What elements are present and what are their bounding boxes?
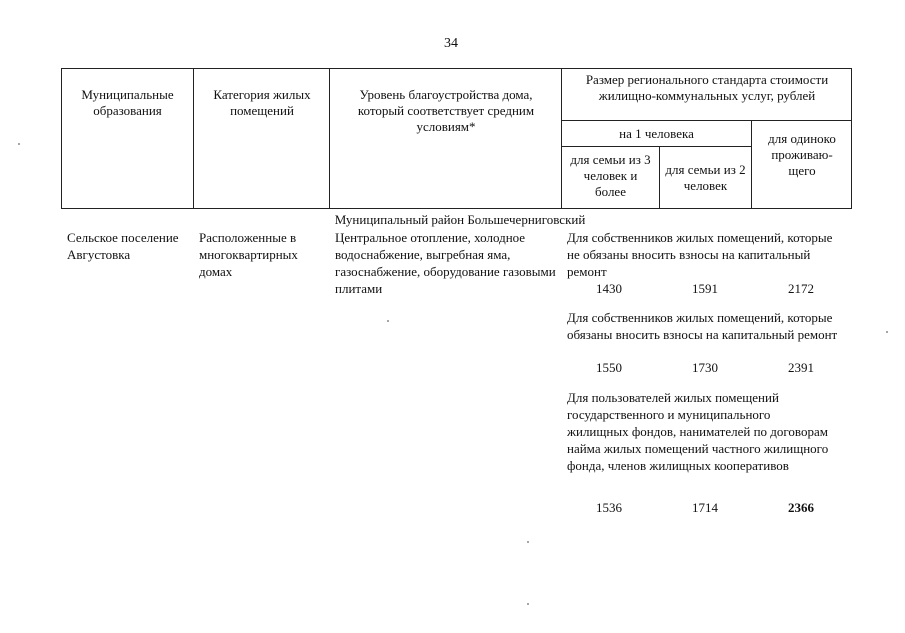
value-single: 2172 <box>788 281 814 296</box>
value-family3: 1550 <box>596 360 622 375</box>
scan-speck <box>18 143 20 145</box>
divider <box>561 120 852 121</box>
divider <box>659 146 660 209</box>
row-municipal: Сельское поселение Августовка <box>67 230 179 262</box>
value-family2: 1591 <box>692 281 718 296</box>
group-label: Для собственников жилых помещений, которые не обязаны вносить взносы на капитальный ремонт <box>567 230 833 279</box>
header-single: для одиноко проживаю-щего <box>768 131 836 178</box>
value-single: 2391 <box>788 360 814 375</box>
header-family2: для семьи из 2 человек <box>665 162 746 193</box>
page-number: 34 <box>444 36 458 51</box>
value-single: 2366 <box>788 500 814 515</box>
value-family3: 1430 <box>596 281 622 296</box>
divider <box>561 146 752 147</box>
group-label: Для собственников жилых помещений, которые обязаны вносить взносы на капитальный ремонт <box>567 310 838 342</box>
scan-speck <box>886 331 888 333</box>
divider <box>193 68 194 209</box>
divider <box>561 68 562 209</box>
divider <box>751 120 752 209</box>
header-level: Уровень благоустройства дома, который соответствует средним условиям* <box>357 87 535 134</box>
header-standard: Размер регионального стандарта стоимости жилищно-коммунальных услуг, рублей <box>585 72 829 103</box>
header-category: Категория жилых помещений <box>213 87 311 118</box>
value-family2: 1730 <box>692 360 718 375</box>
group-label: Для пользователей жилых помещений государственного и муниципального жилищных фондов, нанимателей по договорам найма жилых помещений частного жилищного фонда, членов жилищных кооперативов <box>567 390 829 473</box>
header-municipal: Муниципальные образования <box>81 87 174 118</box>
row-level: Центральное отопление, холодное водоснабжение, выгребная яма, газоснабжение, оборудование газовыми плитами <box>335 230 556 296</box>
value-family2: 1714 <box>692 500 718 515</box>
divider <box>329 68 330 209</box>
scan-speck <box>527 541 529 543</box>
scan-speck <box>527 603 529 605</box>
value-family3: 1536 <box>596 500 622 515</box>
row-category: Расположенные в многоквартирных домах <box>199 230 298 279</box>
header-per-person: на 1 человека <box>619 126 694 141</box>
header-family3: для семьи из 3 человек и более <box>570 152 651 199</box>
scan-speck <box>387 320 389 322</box>
district-title: Муниципальный район Большечерниговский <box>334 212 586 227</box>
